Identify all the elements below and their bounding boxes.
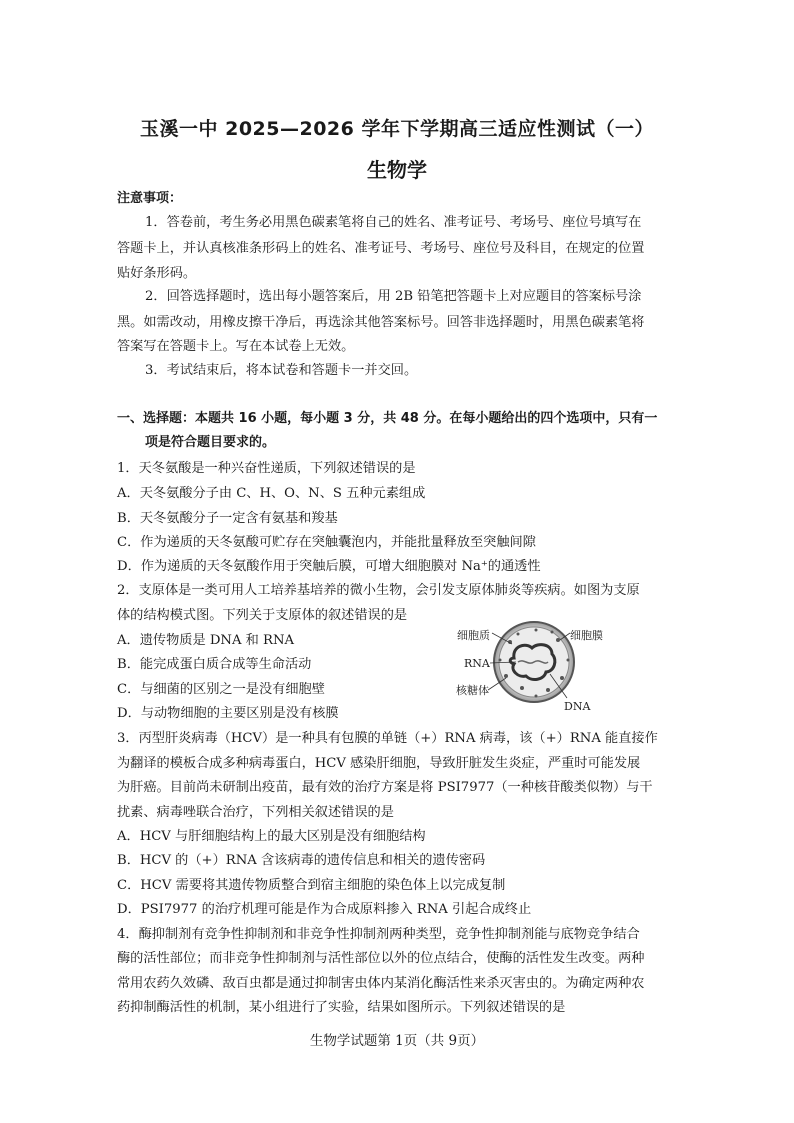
q1-option-c: C．作为递质的天冬氨酸可贮存在突触囊泡内，并能批量释放至突触间隙 [117, 535, 536, 550]
label-cytoplasm: 细胞质 [457, 629, 490, 642]
q3-stem: 为翻译的模板合成多种病毒蛋白，HCV 感染肝细胞，导致肝脏发生炎症，严重时可能发展 [117, 756, 641, 771]
q1-option-a: A．天冬氨酸分子由 C、H、O、N、S 五种元素组成 [117, 486, 426, 501]
q2-option-d: D．与动物细胞的主要区别是没有核膜 [117, 706, 339, 721]
notes-line: 贴好条形码。 [117, 266, 197, 281]
q2-stem: 2．支原体是一类可用人工培养基培养的微小生物，会引发支原体肺炎等疾病。如图为支原 [117, 583, 640, 598]
q4-stem: 酶的活性部位；而非竞争性抑制剂与活性部位以外的位点结合，使酶的活性发生改变。两种 [117, 951, 645, 966]
label-ribosome: 核糖体 [456, 684, 489, 697]
exam-title: 玉溪一中 2025—2026 学年下学期高三适应性测试（一） [140, 118, 654, 140]
q1-option-b: B．天冬氨酸分子一定含有氨基和羧基 [117, 511, 338, 526]
notes-line: 2．回答选择题时，选出每小题答案后，用 2B 铅笔把答题卡上对应题目的答案标号涂 [145, 289, 642, 304]
label-rna: RNA [464, 657, 490, 670]
mycoplasma-figure [452, 618, 622, 713]
q2-stem: 体的结构模式图。下列关于支原体的叙述错误的是 [117, 608, 408, 623]
notes-heading: 注意事项： [117, 191, 183, 206]
q3-stem: 为肝癌。目前尚未研制出疫苗，最有效的治疗方案是将 PSI7977（一种核苷酸类似物）与干 [117, 780, 653, 795]
page-footer: 生物学试题第 1页（共 9页） [309, 1033, 485, 1049]
section-heading: 一、选择题：本题共 16 小题，每小题 3 分，共 48 分。在每小题给出的四个选项中，只有一 [117, 411, 658, 426]
q1-stem: 1．天冬氨酸是一种兴奋性递质，下列叙述错误的是 [117, 461, 416, 476]
q3-stem: 扰素、病毒唑联合治疗，下列相关叙述错误的是 [117, 805, 394, 820]
q3-option-c: C．HCV 需要将其遗传物质整合到宿主细胞的染色体上以完成复制 [117, 878, 506, 893]
notes-line: 黑。如需改动，用橡皮擦干净后，再选涂其他答案标号。回答非选择题时，用黑色碳素笔将 [117, 315, 645, 330]
q3-option-a: A．HCV 与肝细胞结构上的最大区别是没有细胞结构 [117, 829, 426, 844]
q3-option-d: D．PSI7977 的治疗机理可能是作为合成原料掺入 RNA 引起合成终止 [117, 902, 532, 917]
q1-option-d: D．作为递质的天冬氨酸作用于突触后膜，可增大细胞膜对 Na⁺的通透性 [117, 559, 541, 574]
subject-title: 生物学 [367, 158, 427, 182]
q2-option-c: C．与细菌的区别之一是没有细胞壁 [117, 682, 325, 697]
q4-stem: 药抑制酶活性的机制，某小组进行了实验，结果如图所示。下列叙述错误的是 [117, 1000, 566, 1015]
q3-stem: 3．丙型肝炎病毒（HCV）是一种具有包膜的单链（+）RNA 病毒，该（+）RNA 能直接作 [117, 731, 658, 746]
notes-line: 1．答卷前，考生务必用黑色碳素笔将自己的姓名、准考证号、考场号、座位号填写在 [145, 215, 642, 230]
section-heading-cont: 项是符合题目要求的。 [145, 435, 276, 450]
label-dna: DNA [564, 700, 591, 713]
q4-stem: 4．酶抑制剂有竞争性抑制剂和非竞争性抑制剂两种类型，竞争性抑制剂能与底物竞争结合 [117, 927, 640, 942]
q4-stem: 常用农药久效磷、敌百虫都是通过抑制害虫体内某消化酶活性来杀灭害虫的。为确定两种农 [117, 976, 645, 991]
q2-option-b: B．能完成蛋白质合成等生命活动 [117, 657, 312, 672]
q3-option-b: B．HCV 的（+）RNA 含该病毒的遗传信息和相关的遗传密码 [117, 853, 486, 868]
notes-line: 3．考试结束后，将本试卷和答题卡一并交回。 [145, 363, 418, 378]
q2-option-a: A．遗传物质是 DNA 和 RNA [117, 633, 295, 648]
notes-line: 答题卡上，并认真核准条形码上的姓名、准考证号、考场号、座位号及科目，在规定的位置 [117, 241, 645, 256]
label-cell-membrane: 细胞膜 [570, 629, 603, 642]
notes-line: 答案写在答题卡上。写在本试卷上无效。 [117, 339, 355, 354]
